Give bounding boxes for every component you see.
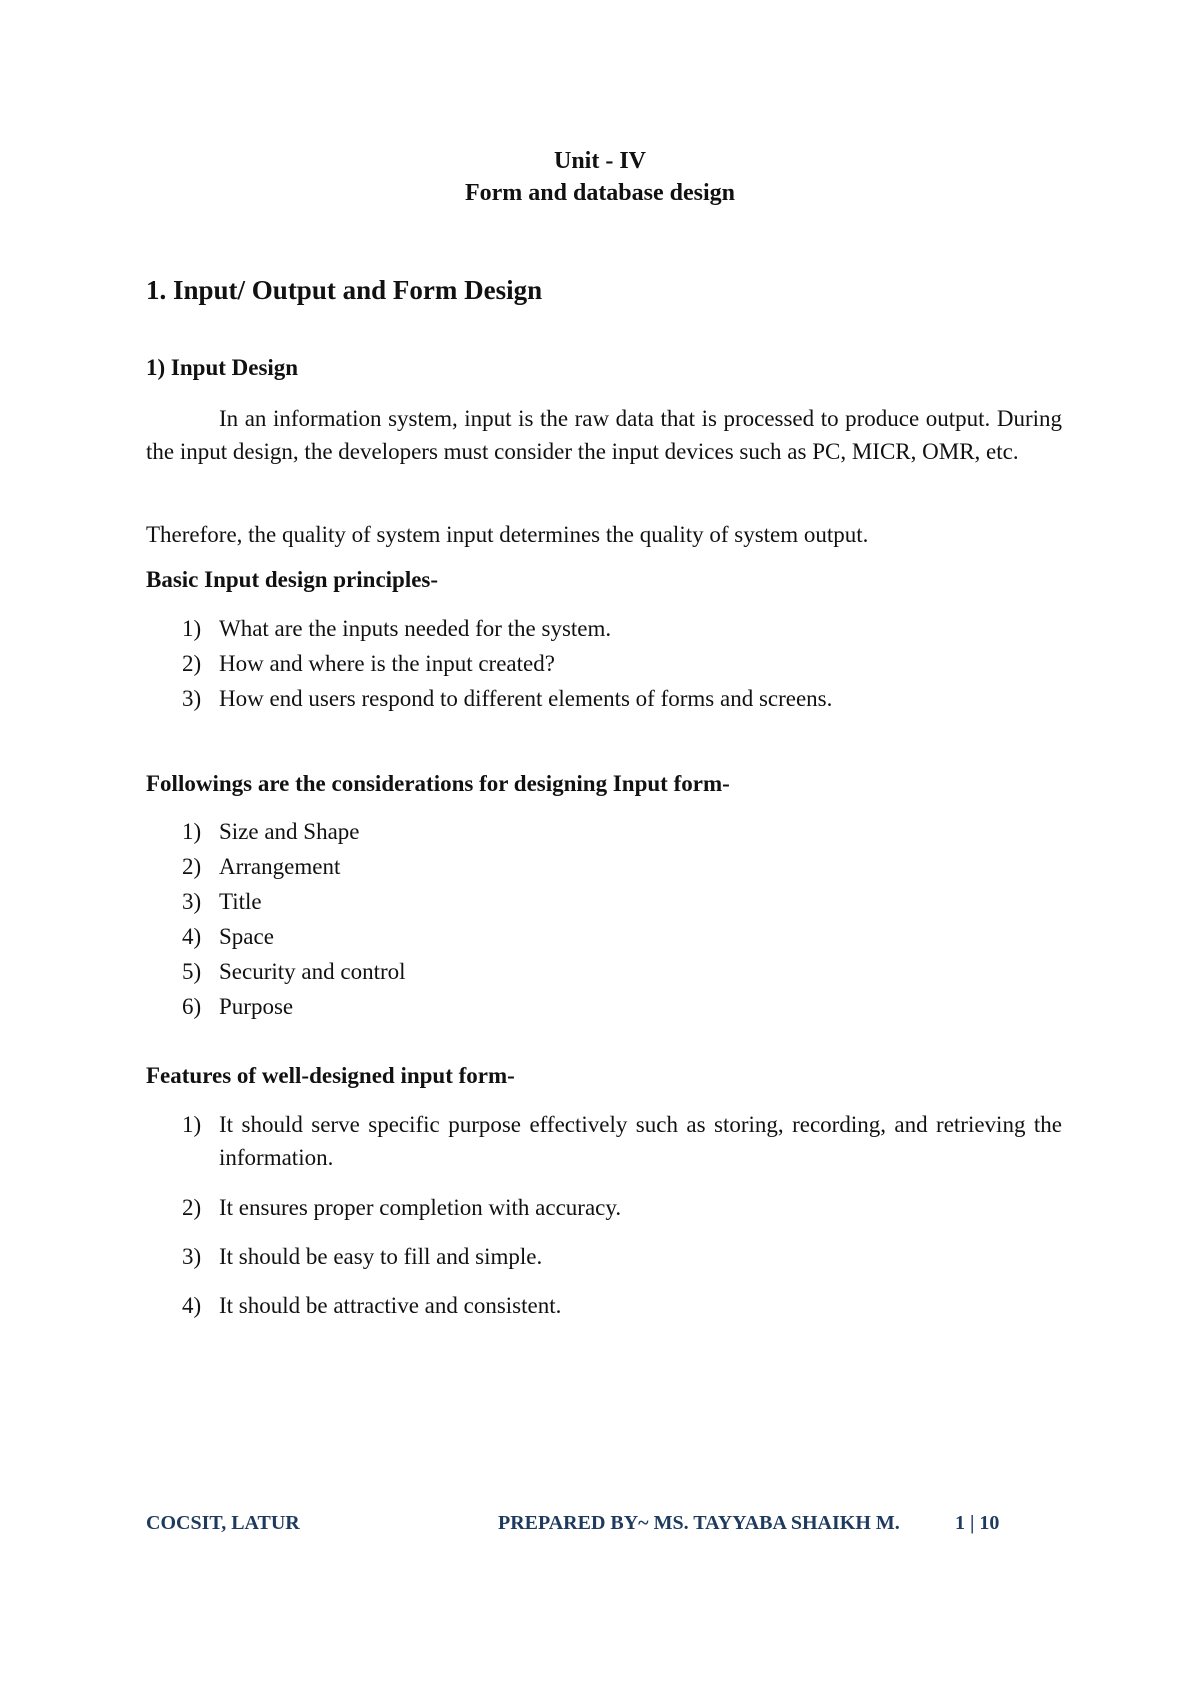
therefore-paragraph: Therefore, the quality of system input determines the quality of system output. (146, 522, 869, 547)
list-text: It should be attractive and consistent. (219, 1293, 562, 1318)
considerations-heading: Followings are the considerations for designing Input form- (146, 771, 730, 796)
subsection-heading: 1) Input Design (146, 355, 299, 380)
list-number: 2) (182, 651, 202, 676)
list-item (182, 920, 1062, 953)
footer-prepared-by: PREPARED BY~ MS. TAYYABA SHAIKH M. (498, 1512, 900, 1534)
list-item (182, 647, 1062, 680)
list-number: 1) (182, 616, 202, 641)
list-text: Security and control (219, 959, 406, 984)
list-number: 2) (182, 1195, 202, 1220)
list-item (182, 990, 1062, 1023)
list-number: 2) (182, 854, 202, 879)
list-item (182, 682, 1062, 715)
intro-paragraph-text: In an information system, input is the raw data that is processed to produce output. During the input design, the developers must consider the input devices such as PC, MICR, OMR, etc. (146, 406, 1062, 464)
unit-subtitle: Form and database design (464, 180, 736, 206)
list-item (182, 850, 1062, 883)
list-text: How and where is the input created? (219, 651, 555, 676)
list-item (182, 955, 1062, 988)
footer-institution: COCSIT, LATUR (146, 1512, 300, 1534)
list-text: Space (219, 924, 274, 949)
list-number: 6) (182, 994, 202, 1019)
list-text: Arrangement (219, 854, 341, 879)
list-number: 5) (182, 959, 202, 984)
list-number: 3) (182, 686, 202, 711)
section-heading: 1. Input/ Output and Form Design (146, 275, 543, 305)
footer-page-number: 1 | 10 (955, 1512, 1000, 1534)
list-number: 1) (182, 819, 202, 844)
list-number: 4) (182, 1293, 202, 1318)
list-text: It should be easy to fill and simple. (219, 1244, 543, 1269)
list-text: How end users respond to different elements of forms and screens. (219, 686, 833, 711)
list-text: Purpose (219, 994, 294, 1019)
list-item (182, 1289, 1062, 1322)
list-text: It ensures proper completion with accuracy. (219, 1195, 622, 1220)
list-item (182, 815, 1062, 848)
list-item (182, 1108, 1062, 1174)
list-item (182, 612, 1062, 645)
intro-paragraph (146, 402, 1062, 468)
list-text: What are the inputs needed for the system. (219, 616, 612, 641)
list-item (182, 1240, 1062, 1273)
list-number: 4) (182, 924, 202, 949)
list-item (182, 885, 1062, 918)
list-text: Title (219, 889, 262, 914)
unit-title: Unit - IV (553, 148, 646, 174)
list-number: 3) (182, 889, 202, 914)
list-text: Size and Shape (219, 819, 360, 844)
features-heading: Features of well-designed input form- (146, 1063, 515, 1088)
list-item (182, 1191, 1062, 1224)
list-number: 1) (182, 1112, 202, 1137)
list-number: 3) (182, 1244, 202, 1269)
principles-heading: Basic Input design principles- (146, 567, 439, 592)
list-text: It should serve specific purpose effectively such as storing, recording, and retrieving the information. (219, 1112, 1062, 1170)
